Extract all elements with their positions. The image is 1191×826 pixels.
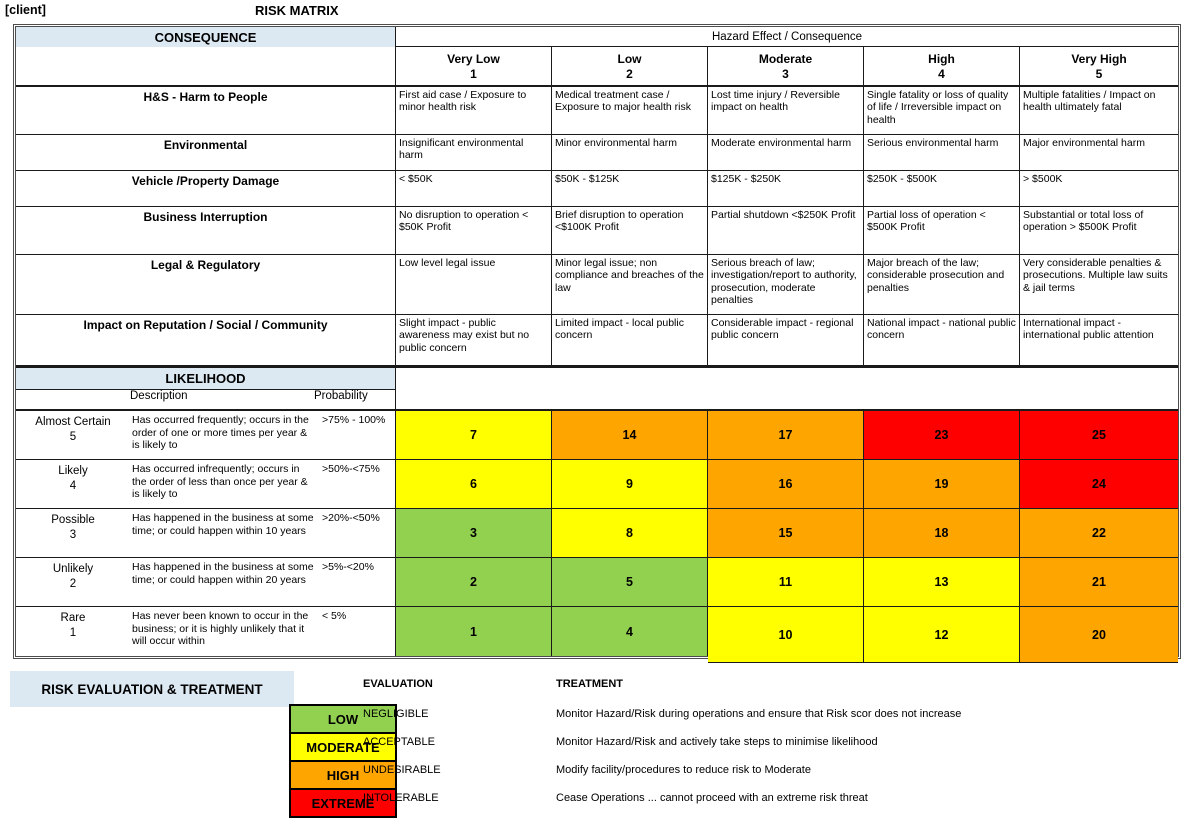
matrix-score-cell: 9: [552, 460, 708, 508]
table-row: [16, 87, 1178, 135]
consequence-cell: Partial loss of operation < $500K Profit: [864, 207, 1020, 254]
likelihood-row: [16, 411, 1178, 460]
matrix-score-cell: 17: [708, 411, 864, 459]
matrix-score-cell: 8: [552, 509, 708, 557]
likelihood-value: 2: [69, 578, 77, 590]
category-label: Business Interruption: [16, 207, 396, 254]
likelihood-description: Has occurred frequently; occurs in the order of one or more times per year & is likely to: [132, 414, 309, 451]
table-row: [16, 135, 1178, 171]
severity-label: Low: [617, 52, 642, 66]
matrix-score-cell: 21: [1020, 558, 1178, 606]
consequence-cell: Moderate environmental harm: [708, 135, 864, 170]
consequence-cell: International impact - international public attention: [1023, 317, 1154, 342]
likelihood-header: LIKELIHOOD: [16, 368, 396, 390]
table-row: [16, 315, 1178, 368]
probability-column-header: Probability: [314, 390, 368, 402]
client-label: [client]: [5, 3, 46, 17]
likelihood-left: [16, 411, 396, 459]
likelihood-subheader-row: [16, 390, 1178, 411]
consequence-cell: $250K - $500K: [864, 171, 1020, 206]
likelihood-label: Unlikely: [52, 563, 94, 575]
likelihood-value: 4: [69, 480, 77, 492]
severity-label: Very Low: [447, 52, 500, 66]
likelihood-subheader-spacer: [396, 390, 1178, 409]
consequence-cell: Medical treatment case / Exposure to major health risk: [552, 87, 708, 134]
risk-matrix-table: [13, 24, 1181, 659]
table-row: [16, 207, 1178, 255]
likelihood-probability: >75% - 100%: [322, 414, 386, 426]
consequence-cell: Considerable impact - regional public concern: [708, 315, 864, 365]
likelihood-row: [16, 607, 1178, 656]
severity-header-spacer: [16, 47, 396, 85]
consequence-cell: Minor legal issue; non compliance and breaches of the law: [552, 255, 708, 314]
matrix-score-cell: 6: [396, 460, 552, 508]
severity-header: [1020, 47, 1178, 85]
likelihood-probability: < 5%: [322, 610, 347, 622]
hazard-effect-header: Hazard Effect / Consequence: [396, 27, 1178, 47]
matrix-score-cell: 20: [1020, 607, 1178, 663]
category-label: Legal & Regulatory: [16, 255, 396, 314]
matrix-score-cell: 18: [864, 509, 1020, 557]
likelihood-label: Rare: [60, 612, 86, 624]
likelihood-value: 1: [69, 627, 77, 639]
consequence-cell: Multiple fatalities / Impact on health ultimately fatal: [1023, 89, 1156, 114]
consequence-cell: National impact - national public concern: [864, 315, 1020, 365]
evaluation-label: ACCEPTABLE: [363, 736, 435, 748]
likelihood-description: Has occurred infrequently; occurs in the order of less than once per year & is likely to: [132, 463, 308, 500]
category-label: H&S - Harm to People: [16, 87, 396, 134]
likelihood-label: Possible: [51, 514, 95, 526]
likelihood-left: [16, 509, 396, 557]
likelihood-probability: >20%-<50%: [322, 512, 380, 524]
consequence-cell: Major environmental harm: [1023, 137, 1145, 149]
matrix-score-cell: 19: [864, 460, 1020, 508]
treatment-text: Monitor Hazard/Risk and actively take steps to minimise likelihood: [556, 736, 878, 748]
treatment-text: Modify facility/procedures to reduce risk to Moderate: [556, 764, 811, 776]
likelihood-row-label: [16, 460, 130, 508]
matrix-score-cell: 1: [396, 607, 552, 656]
evaluation-label: NEGLIGIBLE: [363, 708, 429, 720]
likelihood-left: [16, 558, 396, 606]
matrix-score-cell: 25: [1020, 411, 1178, 459]
matrix-score-cell: 15: [708, 509, 864, 557]
matrix-score-cell: 11: [708, 558, 864, 606]
consequence-cell: Major breach of the law; considerable prosecution and penalties: [864, 255, 1020, 314]
likelihood-row: [16, 460, 1178, 509]
document-header: [0, 0, 1191, 24]
consequence-cell: Limited impact - local public concern: [552, 315, 708, 365]
consequence-cell: < $50K: [396, 171, 552, 206]
likelihood-probability: >5%-<20%: [322, 561, 374, 573]
likelihood-description: Has never been known to occur in the business; or it is highly unlikely that it will occur within: [132, 610, 309, 647]
consequence-cell: Single fatality or loss of quality of life / Irreversible impact on health: [864, 87, 1020, 134]
matrix-score-cell: 24: [1020, 460, 1178, 508]
consequence-cell: $50K - $125K: [552, 171, 708, 206]
consequence-cell: Minor environmental harm: [552, 135, 708, 170]
severity-label: Very High: [1071, 52, 1127, 66]
evaluation-column-header: EVALUATION: [363, 678, 433, 690]
table-row: [16, 171, 1178, 207]
likelihood-header-row: [16, 368, 1178, 390]
severity-header: [708, 47, 864, 85]
legend-swatch-extreme: EXTREME: [289, 790, 397, 818]
likelihood-description: Has happened in the business at some time; or could happen within 10 years: [132, 512, 314, 537]
severity-value: 4: [938, 67, 945, 81]
likelihood-probability: >50%-<75%: [322, 463, 380, 475]
legend-swatch-moderate: MODERATE: [289, 734, 397, 762]
legend-swatch-high: HIGH: [289, 762, 397, 790]
likelihood-subheaders: [16, 390, 396, 409]
treatment-text: Cease Operations ... cannot proceed with an extreme risk threat: [556, 792, 868, 804]
consequence-cell: Lost time injury / Reversible impact on health: [708, 87, 864, 134]
consequence-cell: Serious environmental harm: [864, 135, 1020, 170]
evaluation-label: INTOLERABLE: [363, 792, 439, 804]
severity-label: High: [928, 52, 955, 66]
severity-header: [864, 47, 1020, 85]
evaluation-label: UNDESIRABLE: [363, 764, 441, 776]
consequence-cell: Partial shutdown <$250K Profit: [708, 207, 864, 254]
severity-header: [396, 47, 552, 85]
matrix-score-cell: 2: [396, 558, 552, 606]
consequence-cell: First aid case / Exposure to minor health risk: [396, 87, 552, 134]
consequence-cell: Substantial or total loss of operation > $500K Profit: [1023, 209, 1144, 234]
matrix-score-cell: 10: [708, 607, 864, 663]
likelihood-value: 3: [69, 529, 77, 541]
risk-evaluation-treatment-title: RISK EVALUATION & TREATMENT: [10, 671, 294, 707]
treatment-column-header: TREATMENT: [556, 678, 624, 690]
matrix-score-cell: 22: [1020, 509, 1178, 557]
likelihood-value: 5: [69, 431, 77, 443]
consequence-cell: Slight impact - public awareness may exist but no public concern: [396, 315, 552, 365]
severity-header: [552, 47, 708, 85]
likelihood-row-label: [16, 411, 130, 459]
consequence-cell: Brief disruption to operation <$100K Profit: [552, 207, 708, 254]
consequence-cell: Very considerable penalties & prosecutions. Multiple law suits & jail terms: [1023, 257, 1168, 294]
severity-value: 1: [470, 67, 477, 81]
likelihood-row-label: [16, 509, 130, 557]
consequence-cell: Serious breach of law; investigation/report to authority, prosecution, moderate penalties: [708, 255, 864, 314]
likelihood-row: [16, 558, 1178, 607]
consequence-cell: Low level legal issue: [396, 255, 552, 314]
severity-header-row: [16, 47, 1178, 87]
likelihood-row-label: [16, 607, 130, 656]
matrix-score-cell: 16: [708, 460, 864, 508]
consequence-cell: Insignificant environmental harm: [396, 135, 552, 170]
matrix-score-cell: 5: [552, 558, 708, 606]
matrix-score-cell: 3: [396, 509, 552, 557]
likelihood-row: [16, 509, 1178, 558]
severity-value: 3: [782, 67, 789, 81]
matrix-score-cell: 14: [552, 411, 708, 459]
treatment-text: Monitor Hazard/Risk during operations and ensure that Risk scor does not increase: [556, 708, 962, 720]
description-column-header: Description: [130, 390, 188, 402]
likelihood-label: Almost Certain: [35, 416, 111, 428]
category-label: Environmental: [16, 135, 396, 170]
matrix-score-cell: 7: [396, 411, 552, 459]
likelihood-label: Likely: [58, 465, 88, 477]
legend-swatch-low: LOW: [289, 706, 397, 734]
category-label: Impact on Reputation / Social / Community: [16, 315, 396, 365]
severity-value: 5: [1095, 67, 1103, 81]
consequence-cell: > $500K: [1023, 173, 1063, 185]
likelihood-left: [16, 607, 396, 656]
matrix-score-cell: 13: [864, 558, 1020, 606]
likelihood-header-spacer: [396, 368, 1178, 390]
page-title: RISK MATRIX: [255, 3, 339, 18]
table-row: [16, 255, 1178, 315]
severity-value: 2: [626, 67, 633, 81]
matrix-score-cell: 23: [864, 411, 1020, 459]
likelihood-description: Has happened in the business at some time; or could happen within 20 years: [132, 561, 314, 586]
consequence-cell: $125K - $250K: [708, 171, 864, 206]
severity-label: Moderate: [758, 52, 813, 66]
consequence-cell: No disruption to operation < $50K Profit: [396, 207, 552, 254]
likelihood-left: [16, 460, 396, 508]
matrix-score-cell: 4: [552, 607, 708, 656]
table-row: [16, 27, 1178, 47]
category-label: Vehicle /Property Damage: [16, 171, 396, 206]
consequence-header: CONSEQUENCE: [16, 27, 396, 47]
risk-evaluation-treatment-section: [0, 659, 1191, 819]
matrix-score-cell: 12: [864, 607, 1020, 663]
likelihood-row-label: [16, 558, 130, 606]
